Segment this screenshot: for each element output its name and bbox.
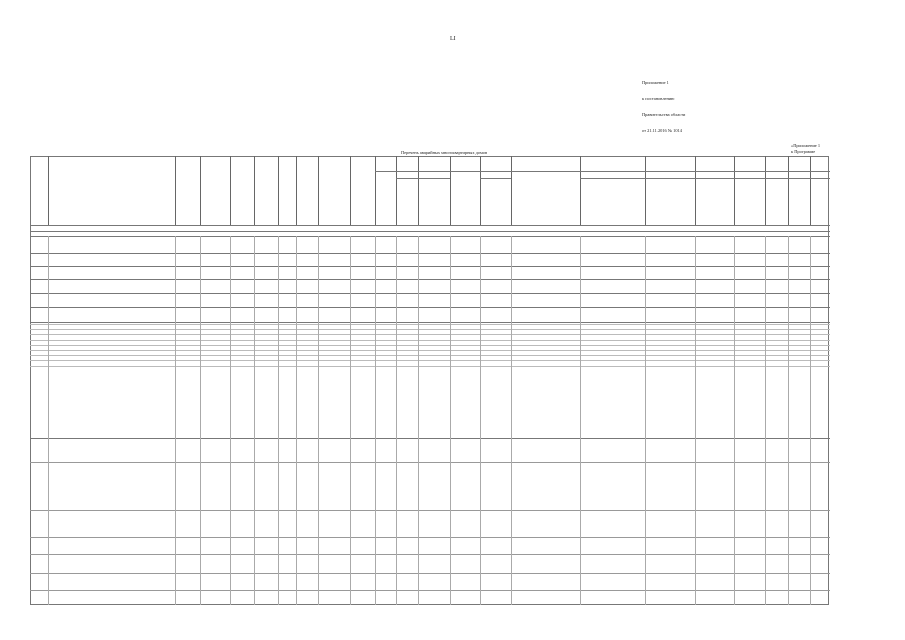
- row-rule: [30, 340, 830, 341]
- group-rule: [396, 178, 450, 179]
- row-rule: [30, 350, 830, 351]
- column-divider: [511, 156, 512, 226]
- row-rule: [30, 537, 830, 538]
- body-column-divider: [511, 236, 512, 605]
- body-column-divider: [48, 236, 49, 605]
- column-divider: [278, 156, 279, 226]
- row-rule: [30, 329, 830, 330]
- column-divider: [450, 156, 451, 226]
- column-divider: [810, 156, 811, 226]
- body-column-divider: [175, 236, 176, 605]
- column-divider: [375, 156, 376, 226]
- summary-rule: [30, 266, 830, 267]
- column-divider: [418, 156, 419, 226]
- body-column-divider: [734, 236, 735, 605]
- body-column-divider: [230, 236, 231, 605]
- column-divider: [296, 156, 297, 226]
- approval-line: Приложение 1: [642, 80, 669, 85]
- body-column-divider: [765, 236, 766, 605]
- group-rule: [480, 178, 511, 179]
- body-column-divider: [418, 236, 419, 605]
- group-rule: [450, 171, 830, 172]
- body-column-divider: [645, 236, 646, 605]
- column-divider: [645, 156, 646, 226]
- summary-rule: [30, 293, 830, 294]
- approval-line: от 21.11.2016 № 1014: [642, 128, 682, 133]
- body-column-divider: [810, 236, 811, 605]
- row-rule: [30, 360, 830, 361]
- row-rule: [30, 334, 830, 335]
- row-rule: [30, 462, 830, 463]
- header-rule: [30, 236, 830, 237]
- approval-line: Правительства области: [642, 112, 686, 117]
- column-divider: [396, 156, 397, 226]
- column-divider: [318, 156, 319, 226]
- page-number: LI: [450, 36, 456, 42]
- row-rule: [30, 345, 830, 346]
- column-divider: [695, 156, 696, 226]
- body-column-divider: [450, 236, 451, 605]
- column-divider: [230, 156, 231, 226]
- body-column-divider: [278, 236, 279, 605]
- column-divider: [580, 156, 581, 226]
- row-rule: [30, 554, 830, 555]
- attachment-note-1: «Приложение 1: [791, 143, 821, 148]
- body-column-divider: [375, 236, 376, 605]
- column-divider: [480, 156, 481, 226]
- column-divider: [734, 156, 735, 226]
- table-title: Перечень аварийных многоквартирных домов: [401, 150, 488, 155]
- summary-rule: [30, 307, 830, 308]
- column-divider: [200, 156, 201, 226]
- column-divider: [788, 156, 789, 226]
- body-column-divider: [788, 236, 789, 605]
- row-rule: [30, 366, 830, 367]
- approval-line: к постановлению: [642, 96, 675, 101]
- body-column-divider: [480, 236, 481, 605]
- column-divider: [48, 156, 49, 226]
- row-rule: [30, 590, 830, 591]
- row-rule: [30, 510, 830, 511]
- body-column-divider: [580, 236, 581, 605]
- row-rule: [30, 355, 830, 356]
- column-divider: [175, 156, 176, 226]
- attachment-note-2: к Программе: [791, 149, 816, 154]
- row-rule: [30, 324, 830, 325]
- body-column-divider: [350, 236, 351, 605]
- column-divider: [765, 156, 766, 226]
- section2-rule: [30, 438, 830, 439]
- body-column-divider: [296, 236, 297, 605]
- body-column-divider: [695, 236, 696, 605]
- body-column-divider: [396, 236, 397, 605]
- column-divider: [350, 156, 351, 226]
- resettlement-table: [30, 156, 830, 606]
- row-rule: [30, 573, 830, 574]
- body-column-divider: [318, 236, 319, 605]
- body-column-divider: [254, 236, 255, 605]
- header-rule: [30, 225, 830, 226]
- header-rule: [30, 231, 830, 232]
- column-divider: [254, 156, 255, 226]
- body-column-divider: [200, 236, 201, 605]
- group-rule: [580, 178, 830, 179]
- summary-rule: [30, 322, 830, 323]
- summary-rule: [30, 253, 830, 254]
- summary-rule: [30, 279, 830, 280]
